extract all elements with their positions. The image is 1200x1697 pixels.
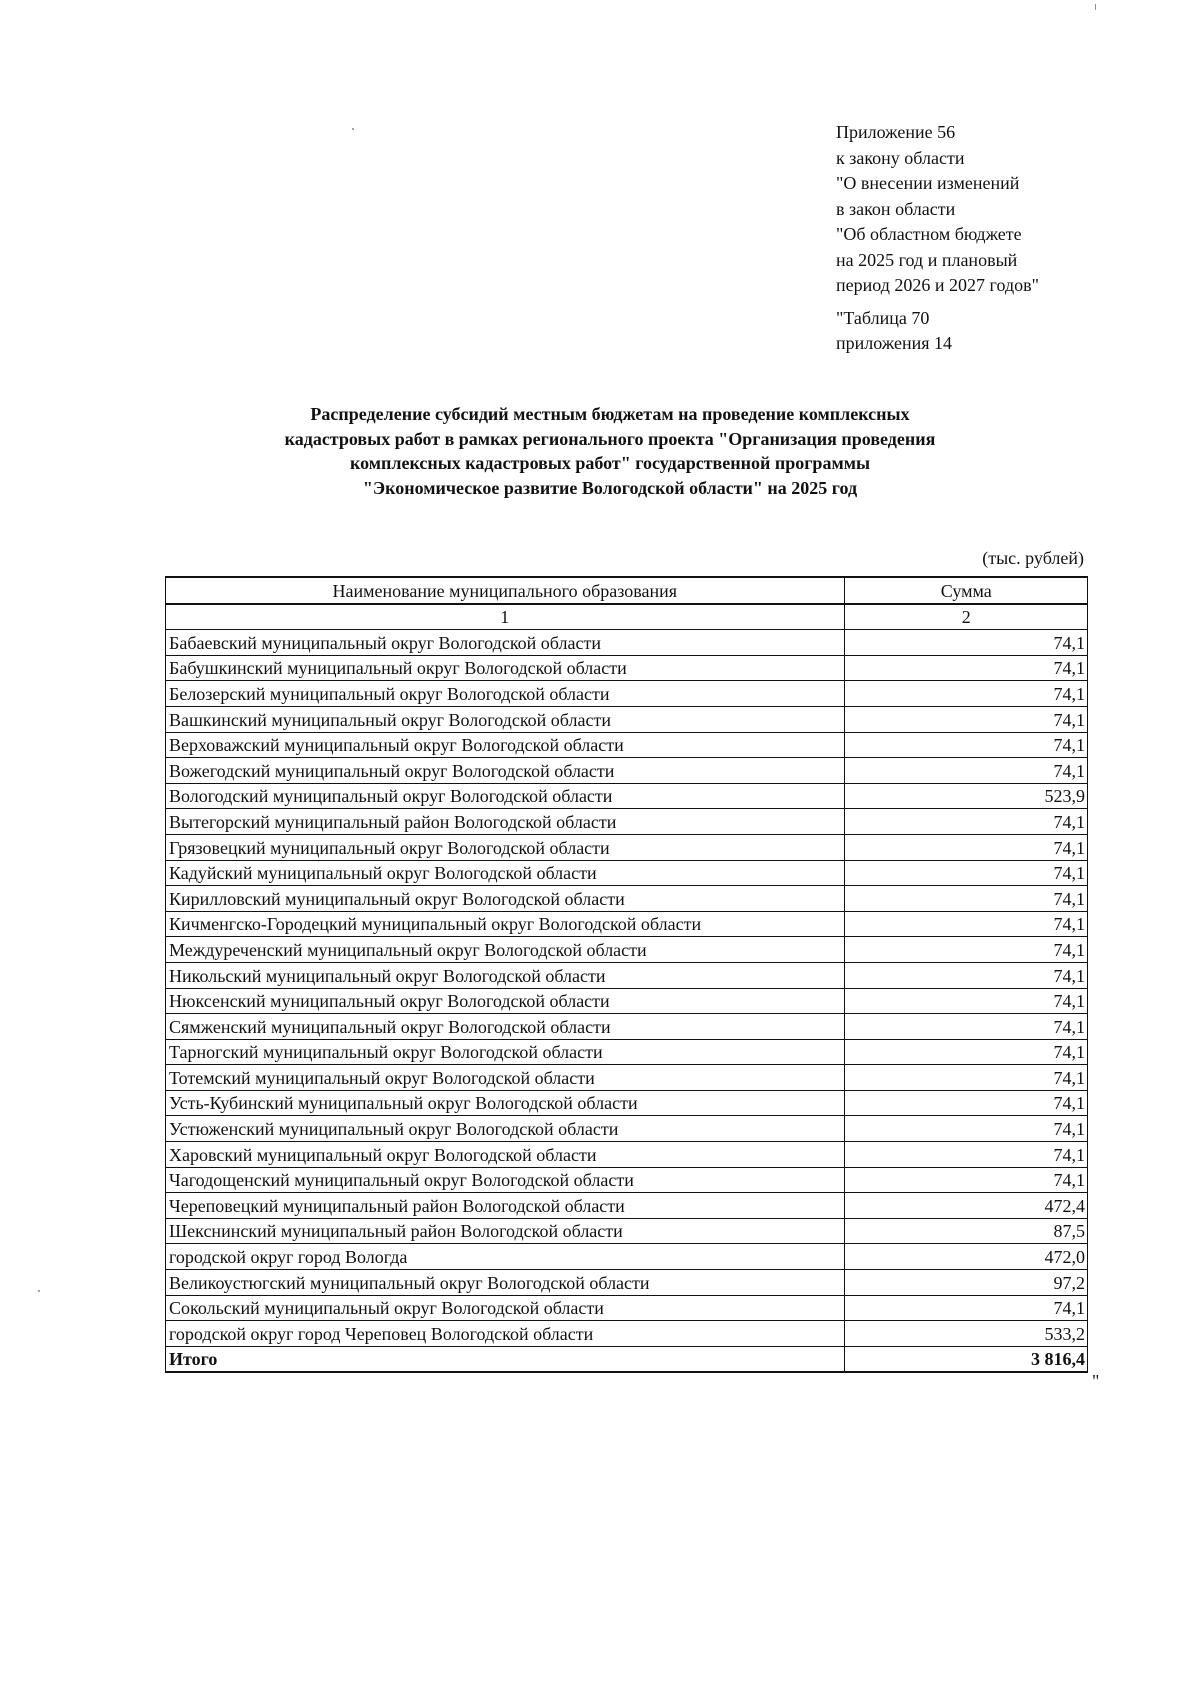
municipality-name: Кадуйский муниципальный округ Вологодской области	[166, 860, 845, 886]
table-row	[166, 1321, 1088, 1347]
subsidy-sum: 74,1	[844, 1039, 1087, 1065]
subsidy-sum: 74,1	[844, 962, 1087, 988]
table-reference	[836, 306, 1136, 357]
municipality-name: Устюженский муниципальный округ Вологодской области	[166, 1116, 845, 1142]
subsidy-sum: 74,1	[844, 1116, 1087, 1142]
subsidy-table	[165, 576, 1088, 1373]
municipality-name: Бабаевский муниципальный округ Вологодской области	[166, 630, 845, 656]
municipality-name: Великоустюгский муниципальный округ Вологодской области	[166, 1270, 845, 1296]
table-header-row	[166, 577, 1088, 604]
subsidy-sum: 74,1	[844, 630, 1087, 656]
subsidy-sum: 74,1	[844, 1065, 1087, 1091]
municipality-name: Белозерский муниципальный округ Вологодской области	[166, 681, 845, 707]
appendix-line: период 2026 и 2027 годов"	[836, 275, 1039, 295]
appendix-line: Приложение 56	[836, 122, 956, 142]
municipality-name: Верховажский муниципальный округ Вологодской области	[166, 732, 845, 758]
units-label: (тыс. рублей)	[982, 548, 1084, 568]
table-row	[166, 655, 1088, 681]
appendix-line: в закон области	[836, 198, 956, 219]
table-row	[166, 1065, 1088, 1091]
municipality-name: Грязовецкий муниципальный округ Вологодской области	[166, 834, 845, 860]
table-row	[166, 1090, 1088, 1116]
table-row	[166, 834, 1088, 860]
document-title	[160, 402, 1060, 500]
appendix-line: к закону области	[836, 147, 965, 168]
table-row	[166, 681, 1088, 707]
municipality-name: Нюксенский муниципальный округ Вологодской области	[166, 988, 845, 1014]
municipality-name: Бабушкинский муниципальный округ Вологодской области	[166, 655, 845, 681]
subsidy-sum: 74,1	[844, 732, 1087, 758]
scan-speck	[1095, 4, 1096, 10]
municipality-name: Тарногский муниципальный округ Вологодской области	[166, 1039, 845, 1065]
subsidy-sum: 97,2	[844, 1270, 1087, 1296]
table-row	[166, 732, 1088, 758]
total-sum: 3 816,4	[844, 1346, 1087, 1372]
table-ref-line: "Таблица 70	[836, 307, 930, 328]
appendix-line: "Об областном бюджете	[836, 224, 1022, 244]
table-row	[166, 937, 1088, 963]
title-line: комплексных кадастровых работ" государственной программы	[349, 453, 871, 473]
subsidy-sum: 74,1	[844, 655, 1087, 681]
subsidy-sum: 472,0	[844, 1244, 1087, 1270]
subsidy-sum: 74,1	[844, 1142, 1087, 1168]
subsidy-sum: 74,1	[844, 1167, 1087, 1193]
subsidy-sum: 74,1	[844, 860, 1087, 886]
scan-speck	[352, 128, 354, 130]
municipality-name: Череповецкий муниципальный район Вологодской области	[166, 1193, 845, 1219]
table-row	[166, 758, 1088, 784]
table-row	[166, 1218, 1088, 1244]
municipality-name: Чагодощенский муниципальный округ Вологодской области	[166, 1167, 845, 1193]
municipality-name: Сокольский муниципальный округ Вологодской области	[166, 1295, 845, 1321]
table-row	[166, 962, 1088, 988]
subsidy-sum: 74,1	[844, 1295, 1087, 1321]
scan-speck	[38, 1290, 40, 1292]
municipality-name: Никольский муниципальный округ Вологодской области	[166, 962, 845, 988]
subsidy-sum: 472,4	[844, 1193, 1087, 1219]
table-row	[166, 809, 1088, 835]
total-label: Итого	[166, 1346, 845, 1372]
municipality-name: Вожегодский муниципальный округ Вологодской области	[166, 758, 845, 784]
header-name: Наименование муниципального образования	[166, 577, 845, 604]
municipality-name: Шекснинский муниципальный район Вологодской области	[166, 1218, 845, 1244]
table-row	[166, 1116, 1088, 1142]
municipality-name: Вологодский муниципальный округ Вологодской области	[166, 783, 845, 809]
closing-quote: "	[1092, 1371, 1100, 1391]
municipality-name: Сямженский муниципальный округ Вологодской области	[166, 1014, 845, 1040]
column-number-row	[166, 604, 1088, 630]
table-row	[166, 1014, 1088, 1040]
municipality-name: Кичменгско-Городецкий муниципальный округ Вологодской области	[166, 911, 845, 937]
municipality-name: Кирилловский муниципальный округ Вологодской области	[166, 886, 845, 912]
table-row	[166, 1244, 1088, 1270]
subsidy-sum: 87,5	[844, 1218, 1087, 1244]
table-row	[166, 706, 1088, 732]
municipality-name: городской округ город Вологда	[166, 1244, 845, 1270]
table-row	[166, 1039, 1088, 1065]
title-line: "Экономическое развитие Вологодской области" на 2025 год	[362, 477, 858, 498]
total-row	[166, 1346, 1088, 1372]
subsidy-sum: 74,1	[844, 834, 1087, 860]
appendix-line: на 2025 год и плановый	[836, 249, 1018, 270]
table-row	[166, 1142, 1088, 1168]
subsidy-sum: 74,1	[844, 809, 1087, 835]
table-row	[166, 630, 1088, 656]
municipality-name: Харовский муниципальный округ Вологодской области	[166, 1142, 845, 1168]
header-sum: Сумма	[844, 577, 1087, 604]
municipality-name: городской округ город Череповец Вологодской области	[166, 1321, 845, 1347]
municipality-name: Вытегорский муниципальный район Вологодской области	[166, 809, 845, 835]
municipality-name: Междуреченский муниципальный округ Вологодской области	[166, 937, 845, 963]
table-row	[166, 988, 1088, 1014]
title-line: кадастровых работ в рамках регионального проекта "Организация проведения	[284, 428, 936, 449]
table-row	[166, 783, 1088, 809]
column-number: 2	[844, 604, 1087, 630]
subsidy-sum: 74,1	[844, 1090, 1087, 1116]
municipality-name: Усть-Кубинский муниципальный округ Вологодской области	[166, 1090, 845, 1116]
subsidy-sum: 533,2	[844, 1321, 1087, 1347]
table-ref-line: приложения 14	[836, 333, 953, 353]
municipality-name: Тотемский муниципальный округ Вологодской области	[166, 1065, 845, 1091]
table-row	[166, 860, 1088, 886]
table-row	[166, 1193, 1088, 1219]
subsidy-sum: 74,1	[844, 758, 1087, 784]
appendix-line: "О внесении изменений	[836, 173, 1020, 193]
subsidy-sum: 523,9	[844, 783, 1087, 809]
subsidy-sum: 74,1	[844, 1014, 1087, 1040]
appendix-header	[836, 120, 1136, 357]
subsidy-sum: 74,1	[844, 988, 1087, 1014]
table-row	[166, 886, 1088, 912]
subsidy-sum: 74,1	[844, 911, 1087, 937]
subsidy-sum: 74,1	[844, 681, 1087, 707]
subsidy-sum: 74,1	[844, 706, 1087, 732]
table-row	[166, 1167, 1088, 1193]
column-number: 1	[166, 604, 845, 630]
table-row	[166, 1295, 1088, 1321]
table-row	[166, 911, 1088, 937]
subsidy-sum: 74,1	[844, 937, 1087, 963]
title-line: Распределение субсидий местным бюджетам на проведение комплексных	[310, 404, 910, 424]
municipality-name: Вашкинский муниципальный округ Вологодской области	[166, 706, 845, 732]
subsidy-sum: 74,1	[844, 886, 1087, 912]
table-row	[166, 1270, 1088, 1296]
